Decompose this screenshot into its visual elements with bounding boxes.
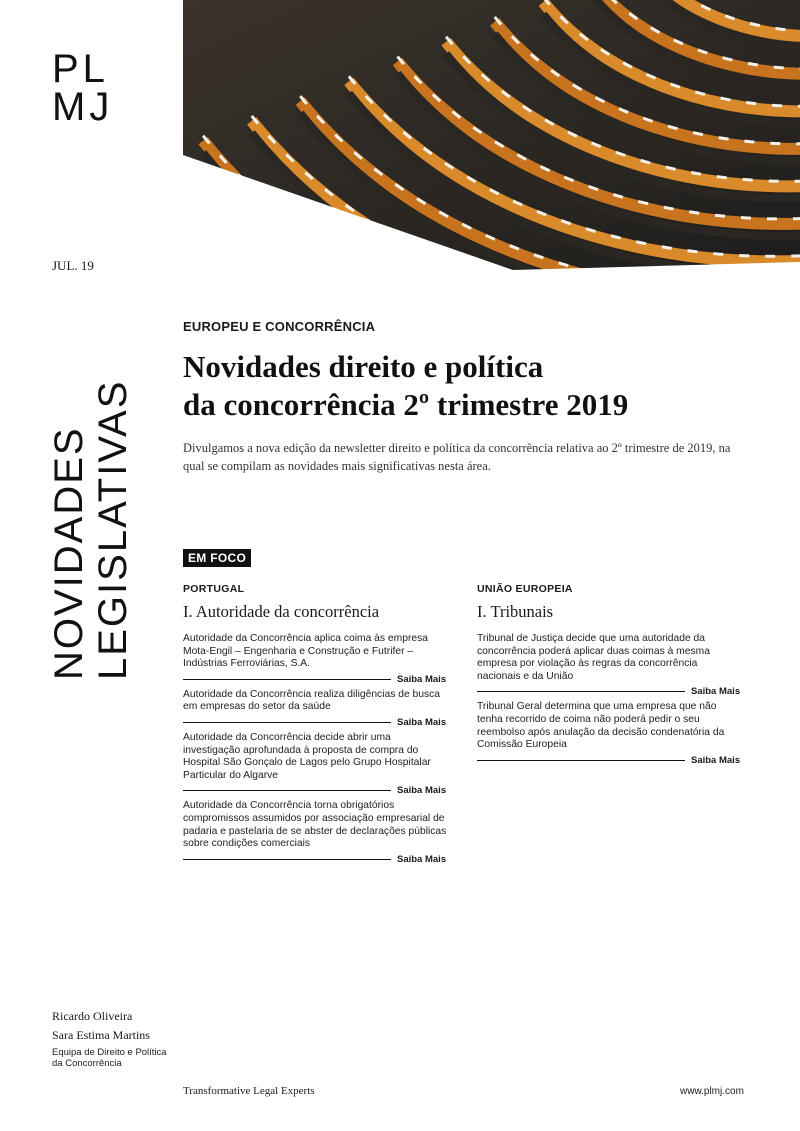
news-item-text: Autoridade da Concorrência realiza diligências de busca em empresas do setor da saúde: [183, 688, 441, 713]
item-link-row: [183, 785, 448, 796]
column-subheading-tribunais: I. Tribunais: [477, 602, 554, 621]
divider: [183, 859, 391, 860]
vertical-title-line-1: NOVIDADES: [47, 426, 91, 680]
website-link[interactable]: www.plmj.com: [680, 1086, 744, 1097]
divider: [183, 679, 391, 680]
list-item: [183, 689, 448, 728]
author-name: Sara Estima Martins: [52, 1027, 150, 1042]
saiba-mais-link[interactable]: Saiba Mais: [397, 716, 447, 728]
logo-line-1: PL: [52, 47, 109, 91]
saiba-mais-link[interactable]: Saiba Mais: [691, 754, 741, 766]
saiba-mais-link[interactable]: Saiba Mais: [691, 686, 741, 698]
authors-block: [52, 1010, 172, 1069]
news-item-text: Tribunal de Justiça decide que uma autoridade da concorrência poderá aplicar duas coimas à mesma empresa por violação às regras da concorrência nacionais e da União: [477, 633, 710, 682]
divider: [477, 691, 685, 692]
column-heading-uniao-europeia: UNIÃO EUROPEIA: [477, 583, 573, 595]
column-subheading-autoridade: I. Autoridade da concorrência: [183, 602, 380, 621]
divider: [477, 760, 685, 761]
plmj-logo: [52, 47, 114, 129]
list-item: [183, 732, 448, 796]
section-kicker: EUROPEU E CONCORRÊNCIA: [183, 319, 376, 334]
list-item: [183, 800, 448, 864]
list-item: [477, 701, 742, 765]
intro-paragraph: Divulgamos a nova edição da newsletter direito e política da concorrência relativa ao 2º trimestre de 2019, na qual se compilam as novidades mais significativas nesta área.: [183, 441, 731, 473]
footer-tagline: Transformative Legal Experts: [183, 1085, 315, 1097]
team-name: Equipa de Direito e Política da Concorrência: [52, 1047, 167, 1069]
em-foco-badge: EM FOCO: [183, 549, 251, 567]
logo-line-2: MJ: [52, 85, 114, 129]
page-title: [183, 348, 763, 424]
vertical-section-title: [47, 310, 135, 680]
list-item: [477, 633, 742, 697]
title-line-1: Novidades direito e política: [183, 349, 544, 384]
item-link-row: [477, 686, 742, 697]
issue-date: JUL. 19: [52, 258, 94, 273]
news-item-text: Tribunal Geral determina que uma empresa que não tenha recorrido de coima não poderá pedir o seu reembolso após anulação da decisão condenatória da Comissão Europeia: [477, 701, 725, 751]
divider: [183, 790, 391, 791]
portugal-column: [183, 583, 448, 869]
uniao-europeia-column: [477, 583, 742, 770]
saiba-mais-link[interactable]: Saiba Mais: [397, 853, 447, 865]
item-link-row: [183, 717, 448, 728]
divider: [183, 722, 391, 723]
list-item: [183, 633, 448, 685]
item-link-row: [477, 755, 742, 766]
saiba-mais-link[interactable]: Saiba Mais: [397, 673, 447, 685]
news-item-text: Autoridade da Concorrência decide abrir uma investigação aprofundada à proposta de compra do Hospital São Gonçalo de Lagos pelo Grupo Hospitalar Particular do Algarve: [183, 731, 431, 781]
author-name: Ricardo Oliveira: [52, 1009, 133, 1023]
vertical-title-line-2: LEGISLATIVAS: [91, 379, 135, 680]
column-heading-portugal: PORTUGAL: [183, 583, 245, 595]
news-item-text: Autoridade da Concorrência torna obrigatórios compromissos assumidos por associação empresarial de padaria e pastelaria de se abster de declarações públicas sobre condições comerciais: [183, 800, 447, 850]
title-line-2: da concorrência 2º trimestre 2019: [183, 387, 629, 422]
saiba-mais-link[interactable]: Saiba Mais: [397, 785, 447, 797]
news-item-text: Autoridade da Concorrência aplica coima às empresa Mota-Engil – Engenharia e Construção e Futrifer – Indústrias Ferroviárias, S.A.: [183, 633, 428, 670]
item-link-row: [183, 674, 448, 685]
item-link-row: [183, 854, 448, 865]
parliament-hero-image: [183, 0, 800, 270]
